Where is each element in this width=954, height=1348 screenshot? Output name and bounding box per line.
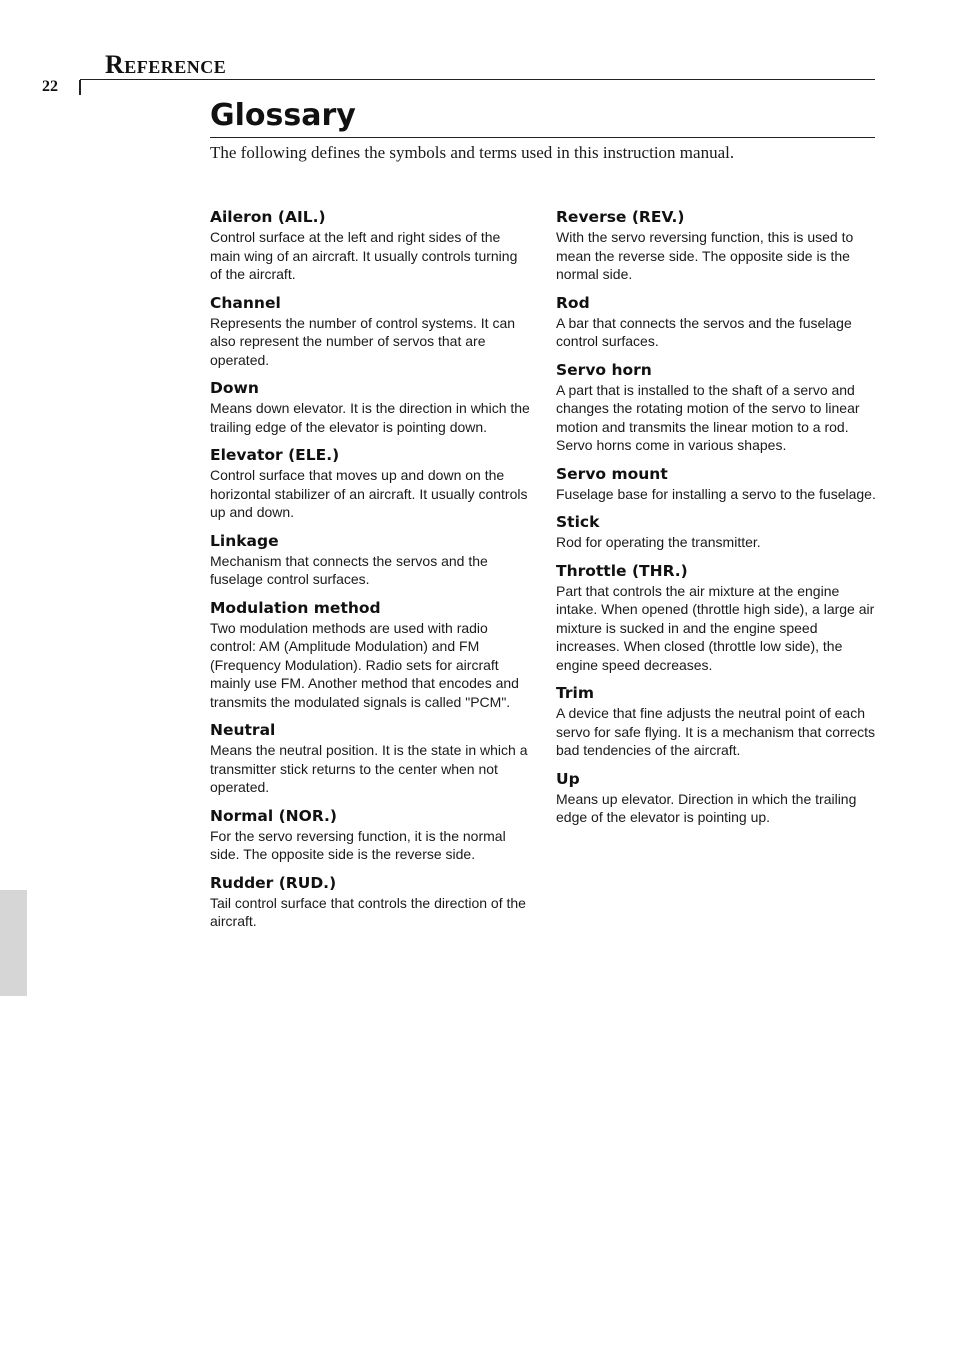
glossary-entry xyxy=(556,207,878,284)
glossary-column-left xyxy=(210,207,532,940)
glossary-term: Neutral xyxy=(210,721,276,739)
glossary-definition: Control surface that moves up and down on the horizontal stabilizer of an aircraft. It usually controls up and down. xyxy=(210,467,528,520)
glossary-definition: Fuselage base for installing a servo to the fuselage. xyxy=(556,485,876,502)
glossary-term: Linkage xyxy=(210,531,279,550)
glossary-term: Aileron (AIL.) xyxy=(210,208,326,226)
glossary-term: Normal (NOR.) xyxy=(210,806,338,825)
glossary-definition: Represents the number of control systems. It can also represent the number of servos that are operated. xyxy=(210,314,516,368)
glossary-definition: With the servo reversing function, this is used to mean the reverse side. The opposite side is the normal side. xyxy=(556,229,854,282)
glossary-definition: Tail control surface that controls the direction of the aircraft. xyxy=(210,894,526,929)
glossary-term: Channel xyxy=(210,293,281,312)
glossary-definition: Part that controls the air mixture at the engine intake. When opened (throttle high side), a large air mixture is sucked in and the engine speed increases. When closed (throttle low side), the engine speed decreases. xyxy=(556,582,875,673)
glossary-definition: Means the neutral position. It is the state in which a transmitter stick returns to the center when not operated. xyxy=(210,742,528,795)
glossary-term: Rod xyxy=(556,293,590,312)
thumb-index-tab xyxy=(0,890,27,996)
glossary-entry xyxy=(210,806,532,864)
glossary-definition: A device that fine adjusts the neutral point of each servo for safe flying. It is a mechanism that corrects bad tendencies of the aircraft. xyxy=(556,705,876,758)
glossary-definition: Means up elevator. Direction in which the trailing edge of the elevator is pointing up. xyxy=(556,790,857,825)
glossary-entry xyxy=(556,683,878,760)
glossary-entry xyxy=(210,445,532,522)
glossary-definition: For the servo reversing function, it is the normal side. The opposite side is the reverse side. xyxy=(210,827,506,862)
glossary-term: Servo horn xyxy=(556,360,652,379)
glossary-definition: Control surface at the left and right sides of the main wing of an aircraft. It usually controls turning of the aircraft. xyxy=(210,229,518,282)
glossary-term: Down xyxy=(210,379,259,397)
page-number: 22 xyxy=(42,78,58,95)
glossary-entry xyxy=(556,360,878,455)
glossary-entry xyxy=(210,293,532,370)
title-rule xyxy=(210,137,875,138)
glossary-term: Elevator (ELE.) xyxy=(210,446,340,464)
page-number-tick xyxy=(79,80,81,95)
glossary-entry xyxy=(556,293,878,351)
glossary-entry xyxy=(210,207,532,284)
glossary-term: Throttle (THR.) xyxy=(556,561,688,580)
glossary-term: Modulation method xyxy=(210,598,381,617)
glossary-definition: Two modulation methods are used with radio control: AM (Amplitude Modulation) and FM (Frequency Modulation). Radio sets for aircraft mainly use FM. Another method that encodes and transmits the modulated signals is called "PCM". xyxy=(210,619,519,710)
glossary-term: Up xyxy=(556,769,580,788)
glossary-entry xyxy=(210,873,532,931)
glossary-term: Rudder (RUD.) xyxy=(210,873,337,892)
glossary-entry xyxy=(556,464,878,504)
section-header: Reference xyxy=(105,50,227,79)
glossary-term: Reverse (REV.) xyxy=(556,208,685,226)
glossary-term: Trim xyxy=(556,684,594,702)
page-title: Glossary xyxy=(210,98,356,133)
glossary-entry xyxy=(210,378,532,436)
glossary-column-right xyxy=(556,207,878,836)
glossary-definition: A bar that connects the servos and the fuselage control surfaces. xyxy=(556,314,852,349)
intro-text: The following defines the symbols and terms used in this instruction manual. xyxy=(210,143,735,162)
glossary-entry xyxy=(556,512,878,552)
glossary-definition: Rod for operating the transmitter. xyxy=(556,534,761,550)
glossary-entry xyxy=(210,720,532,797)
glossary-entry xyxy=(210,598,532,712)
glossary-definition: A part that is installed to the shaft of a servo and changes the rotating motion of the servo to linear motion and transmits the linear motion to a rod. Servo horns come in various shapes. xyxy=(556,381,860,453)
glossary-entry xyxy=(210,531,532,589)
header-rule xyxy=(80,79,875,80)
glossary-entry xyxy=(556,561,878,675)
glossary-term: Stick xyxy=(556,513,600,531)
glossary-term: Servo mount xyxy=(556,464,668,483)
glossary-definition: Mechanism that connects the servos and the fuselage control surfaces. xyxy=(210,552,488,587)
glossary-entry xyxy=(556,769,878,827)
glossary-definition: Means down elevator. It is the direction in which the trailing edge of the elevator is pointing down. xyxy=(210,400,530,435)
